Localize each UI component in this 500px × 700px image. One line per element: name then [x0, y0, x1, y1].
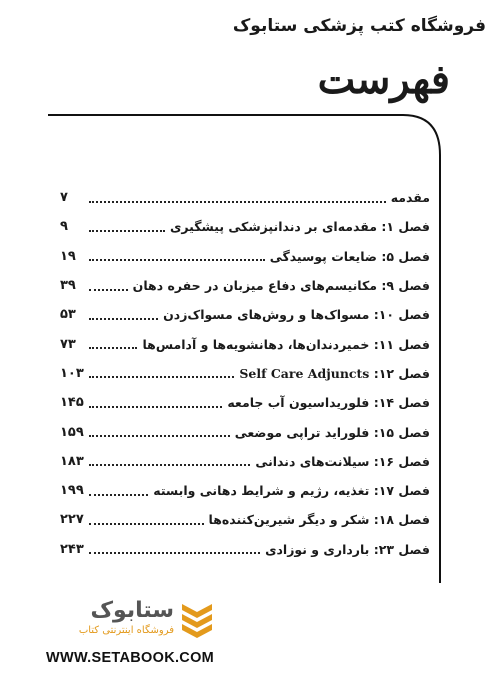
toc-entry-page: ۱۸۳ [60, 453, 84, 469]
website-url[interactable]: WWW.SETABOOK.COM [46, 650, 215, 666]
dot-leader [89, 464, 250, 466]
toc-entry-title: فصل ۲۳: بارداری و نوزادی [265, 541, 430, 557]
toc-entry-title: فصل ۱۰: مسواک‌ها و روش‌های مسواک‌زدن [163, 307, 430, 323]
toc-entry[interactable] [60, 212, 430, 241]
toc-entry-title: فصل ۱۸: شکر و دیگر شیرین‌کننده‌ها [208, 512, 430, 528]
toc-entry[interactable] [60, 300, 430, 329]
logo-wordmark [44, 598, 174, 638]
toc-entry-page: ۱۵۹ [60, 424, 84, 440]
toc-entry-title [239, 366, 430, 381]
toc-entry-title-prefix: فصل ۱۲: [369, 365, 430, 381]
toc-entry-title: فصل ۱۴: فلوریداسیون آب جامعه [227, 395, 430, 411]
setabook-logo[interactable] [44, 598, 214, 644]
toc-entry-page: ۱۴۵ [60, 395, 84, 411]
stacked-chevrons-icon [180, 600, 214, 638]
table-of-contents [60, 183, 430, 564]
dot-leader [89, 230, 165, 232]
toc-entry[interactable] [60, 505, 430, 534]
toc-entry-page: ۷۳ [60, 336, 76, 352]
dot-leader [89, 523, 204, 525]
toc-entry[interactable] [60, 183, 430, 212]
dot-leader [89, 289, 128, 291]
toc-entry-page: ۷ [60, 190, 68, 206]
toc-entry-title: فصل ۱: مقدمه‌ای بر دندانپزشکی پیشگیری [169, 219, 430, 235]
toc-entry[interactable] [60, 476, 430, 505]
toc-entry-page: ۲۴۳ [60, 541, 84, 557]
page-title: فهرست [317, 56, 450, 103]
dot-leader [89, 201, 386, 203]
toc-entry[interactable] [60, 388, 430, 417]
toc-entry[interactable] [60, 271, 430, 300]
toc-entry-page: ۳۹ [60, 278, 76, 294]
toc-entry-title: مقدمه [390, 190, 430, 206]
toc-entry-title: فصل ۹: مکانیسم‌های دفاع میزبان در حفره دهان [132, 278, 430, 294]
store-title: فروشگاه کتب پزشکی ستابوک [232, 16, 486, 36]
toc-entry[interactable] [60, 359, 430, 388]
logo-name: ستابوک [90, 598, 174, 623]
toc-entry-title: فصل ۱۷: تغذیه، رژیم و شرایط دهانی وابسته [153, 483, 430, 499]
toc-entry-page: ۵۳ [60, 307, 76, 323]
toc-entry-page: ۱۹ [60, 248, 76, 264]
toc-entry[interactable] [60, 447, 430, 476]
toc-entry-title: فصل ۱۶: سیلانت‌های دندانی [255, 453, 430, 469]
toc-entry-page: ۱۰۳ [60, 365, 84, 381]
toc-entry[interactable] [60, 417, 430, 446]
dot-leader [89, 347, 137, 349]
toc-entry-title-latin: Self Care Adjuncts [239, 365, 370, 381]
toc-entry-title: فصل ۵: ضایعات پوسیدگی [269, 248, 430, 264]
toc-entry-page: ۱۹۹ [60, 483, 84, 499]
dot-leader [89, 259, 265, 261]
toc-entry-title: فصل ۱۱: خمیردندان‌ها، دهانشویه‌ها و آدامس‌ها [142, 336, 430, 352]
dot-leader [89, 376, 234, 378]
toc-entry-title: فصل ۱۵: فلوراید تراپی موضعی [234, 424, 430, 440]
toc-entry-page: ۲۲۷ [60, 512, 84, 528]
dot-leader [89, 406, 222, 408]
dot-leader [89, 552, 260, 554]
dot-leader [89, 435, 230, 437]
toc-entry[interactable] [60, 535, 430, 564]
toc-entry-page: ۹ [60, 219, 68, 235]
toc-entry[interactable] [60, 242, 430, 271]
dot-leader [89, 494, 148, 496]
toc-entry[interactable] [60, 329, 430, 358]
logo-tagline: فروشگاه اینترنتی کتاب [78, 625, 174, 636]
dot-leader [89, 318, 158, 320]
